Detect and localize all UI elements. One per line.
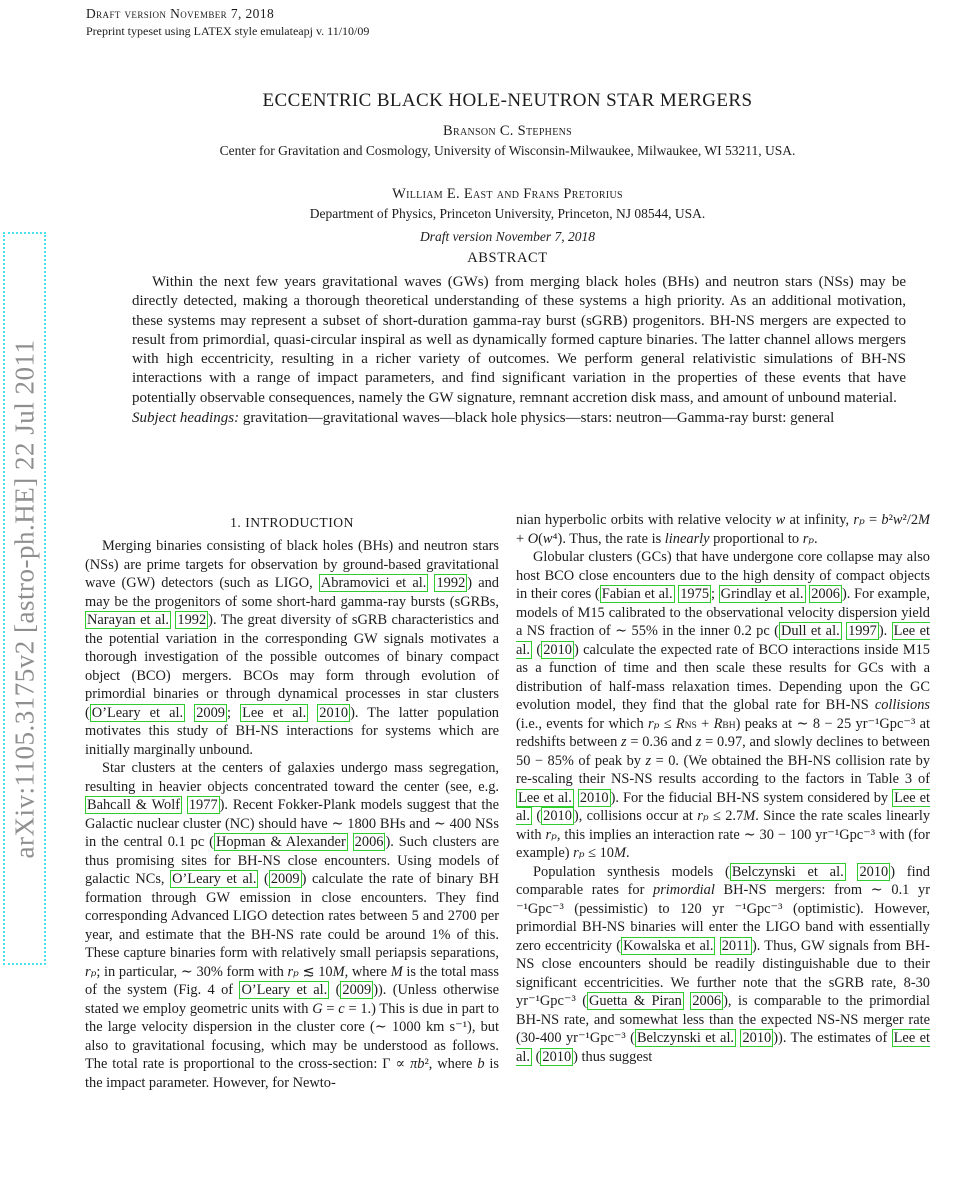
text-segment: NS	[684, 720, 697, 731]
citation-link[interactable]: 2010	[319, 704, 349, 721]
citation-link[interactable]: 2010	[579, 789, 609, 806]
text-segment: w	[892, 512, 903, 528]
text-segment: +	[516, 530, 528, 547]
subject-headings-text: gravitation—gravitational waves—black hole physics—stars: neutron—Gamma-ray burst: general	[239, 409, 835, 426]
citation-link[interactable]: Belczynski et al.	[731, 863, 844, 880]
text-segment: = 0.97, and slowly declines to between 50 − 85% of peak by	[516, 734, 930, 769]
text-segment: ≲ 10	[298, 963, 333, 980]
text-segment: ). For example, models of M15 calibrated to the observational velocity dispersion yield a NS fraction of ∼ 55% in the inner 0.2 pc (	[516, 586, 930, 639]
text-segment: ;	[711, 586, 719, 602]
text-segment: at infinity,	[785, 512, 854, 528]
author-1: Branson C. Stephens	[443, 123, 572, 139]
citation-link[interactable]: Belczynski et al.	[636, 1030, 735, 1046]
text-segment: )). (Unless otherwise stated we employ geometric units with	[85, 982, 499, 1017]
abstract-body: Within the next few years gravitational waves (GWs) from merging black holes (BHs) and neutron stars (NSs) may be directly detected, making a thorough theoretical understanding of these systems a high priority. As an additional motivation, these systems may represent a subset of short-duration gamma-ray burst (sGRB) progenitors. BH-NS mergers are expected to result from primordial, quasi-circular inspiral as well as dynamically formed capture binaries. The latter channel allows mergers with high eccentricity, resulting in a richer variety of outcomes. We perform general relativistic simulations of BH-NS interactions with a range of impact parameters, and find significant variation in the properties of these events that have potentially observable consequences, namely the GW signature, remnant accretion disk mass, and amount of unbound material.	[132, 274, 906, 406]
citation-link[interactable]: 2006	[354, 834, 384, 851]
citation-link[interactable]: 1975	[680, 586, 710, 602]
text-segment: rₚ	[697, 808, 709, 824]
subject-headings-label: Subject headings:	[132, 409, 240, 426]
citation-link[interactable]: Guetta & Piran	[589, 993, 682, 1009]
text-segment: ²	[888, 512, 893, 528]
text-segment: ≤ 10	[584, 845, 614, 861]
text-segment: M	[613, 845, 626, 861]
citation-link[interactable]: Narayan et al.	[87, 612, 169, 629]
citation-link[interactable]: Abramovici et al.	[320, 575, 427, 592]
citation-link[interactable]: Dull et al.	[780, 623, 840, 639]
section-heading-introduction: 1. INTRODUCTION	[230, 515, 354, 530]
citation-link[interactable]: Bahcall & Wolf	[87, 797, 180, 814]
citation-link[interactable]: 2010	[859, 863, 889, 880]
arxiv-stamp-text[interactable]: arXiv:1105.3175v2 [astro-ph.HE] 22 Jul 2011	[9, 339, 39, 858]
abstract-section	[85, 250, 930, 428]
citation-link[interactable]: 2009	[270, 871, 300, 888]
citation-link[interactable]: 2010	[542, 1048, 572, 1065]
text-segment: ) calculate the expected rate of BCO interactions inside M15 as a function of time and then scale these results for GCs with a distribution of half-mass relaxation times. Depending upon the GC evolution model, they find that the global rate for BH-NS	[516, 641, 930, 713]
text-segment	[185, 705, 194, 721]
text-segment: M	[743, 808, 756, 824]
text-segment: G	[312, 1000, 323, 1017]
text-segment: proportional to	[709, 530, 803, 547]
citation-link[interactable]: 1992	[436, 575, 466, 592]
citation-link[interactable]: 2010	[543, 808, 572, 824]
text-segment: is the total mass of the system (Fig. 4 of	[85, 963, 499, 999]
column-right	[516, 511, 930, 1199]
citation-link[interactable]: 1977	[188, 797, 218, 814]
citation-link[interactable]: 2011	[721, 937, 750, 954]
text-segment: O	[527, 530, 539, 547]
paragraph	[516, 511, 930, 548]
text-segment: ). The latter population motivates this study of BH-NS interactions for systems which are initially marginally unbound.	[85, 704, 499, 758]
text-segment: ) find comparable rates for	[516, 863, 930, 898]
text-segment: z	[695, 734, 702, 750]
affiliation-1: Center for Gravitation and Cosmology, University of Wisconsin-Milwaukee, Milwaukee, WI 53211, USA.	[219, 143, 796, 158]
text-segment: ;	[226, 704, 241, 721]
two-column-body	[85, 511, 930, 1199]
text-segment: ). Thus, GW signals from BH-NS close encounters should be readily distinguishable due to their significant eccentricities. We further note that the sGRB rate, 8-30 yr⁻¹Gpc⁻³ (	[516, 937, 930, 1009]
citation-link[interactable]: Lee et al.	[242, 704, 307, 721]
arxiv-stamp	[3, 232, 46, 965]
text-segment: ⁴). Thus, the rate is	[552, 530, 665, 547]
text-segment: M	[918, 512, 930, 528]
text-segment: R	[713, 715, 723, 732]
citation-link[interactable]: Lee et al.	[516, 1030, 930, 1065]
text-segment	[308, 705, 317, 721]
column-left	[85, 511, 499, 1199]
citation-link[interactable]: Lee et al.	[516, 789, 930, 824]
text-segment: .	[625, 845, 630, 861]
text-segment: w	[542, 530, 553, 547]
text-segment: ), is comparable to the primordial BH-NS rate, and somewhat less than the expected NS-NS merger rate (30-400 yr⁻¹Gpc⁻³ (	[516, 993, 930, 1046]
text-segment: M	[390, 963, 403, 980]
citation-link[interactable]: Kowalska et al.	[623, 937, 714, 954]
preprint-typeset-line: Preprint typeset using LATEX style emulateapj v. 11/10/09	[86, 23, 370, 38]
paragraph	[85, 537, 499, 759]
paragraph	[516, 548, 930, 863]
text-segment: linearly	[664, 530, 710, 547]
text-segment	[846, 864, 858, 880]
text-segment: = 1.) This is due in part to the large velocity dispersion in the cluster core (∼ 1000 km s⁻¹), but also to gravitational focusing, which may be understood as follows. The total rate is proportional to the cross-section: Γ ∝	[85, 1000, 499, 1073]
text-segment: .	[814, 530, 818, 547]
text-segment: ≤ 2.7	[708, 808, 744, 824]
text-segment: c	[338, 1000, 345, 1017]
paragraph	[516, 863, 930, 1067]
text-segment: b	[881, 512, 889, 528]
text-segment: z	[645, 752, 652, 769]
text-segment: ²/2	[902, 512, 919, 528]
citation-link[interactable]: 2010	[543, 641, 572, 658]
draft-version-line: Draft version November 7, 2018	[86, 6, 275, 21]
text-segment: πb	[410, 1056, 425, 1073]
text-segment: (	[329, 982, 341, 999]
text-segment: = 0.36 and	[626, 734, 696, 750]
citation-link[interactable]: 2006	[811, 586, 840, 602]
text-segment: nian hyperbolic orbits with relative velocity	[516, 512, 776, 528]
text-segment: Star clusters at the centers of galaxies undergo mass segregation, resulting in heavier objects concentrated toward the center (see, e.g.	[85, 760, 499, 795]
citation-link[interactable]: O’Leary et al.	[241, 982, 328, 999]
text-segment: (	[531, 808, 542, 824]
text-segment: ², where	[424, 1056, 478, 1073]
text-segment: ).	[878, 623, 892, 639]
text-segment: collisions	[874, 697, 930, 713]
text-segment: w	[775, 512, 786, 528]
text-segment: BH	[722, 720, 736, 731]
text-segment: = 0. (We obtained the BH-NS collision rate by re-scaling their NS-NS results according to the factors in Table 3 of	[516, 752, 930, 787]
text-segment: , where	[344, 963, 391, 980]
text-segment: (	[258, 871, 269, 888]
text-segment: rₚ	[573, 845, 585, 861]
text-segment: ) peaks at ∼ 8 − 25 yr⁻¹Gpc⁻³ at redshifts between	[516, 715, 930, 750]
citation-link[interactable]: 1997	[848, 623, 877, 639]
text-segment: ) calculate the rate of binary BH formation through GW emission in close encounters. They find corresponding Advanced LIGO detection rates between 5 and 2700 per year, and estimate that the BH-NS rate could be around 1% of this. These capture binaries form with relatively small periapsis separations,	[85, 871, 499, 962]
abstract-heading: ABSTRACT	[467, 250, 548, 266]
citation-link[interactable]: Fabian et al.	[601, 586, 673, 602]
text-segment: BH-NS mergers: from ∼ 0.1 yr ⁻¹Gpc⁻³ (pessimistic) to 120 yr ⁻¹Gpc⁻³ (optimistic). However, primordial BH-NS binaries will enter the LIGO band with essentially zero eccentricity (	[516, 882, 930, 954]
text-segment: +	[696, 715, 714, 732]
text-segment: is the impact parameter. However, for Newto-	[85, 1056, 499, 1091]
citation-link[interactable]: Lee et al.	[518, 789, 572, 806]
affiliation-2: Department of Physics, Princeton University, Princeton, NJ 08544, USA.	[309, 206, 706, 221]
citation-link[interactable]: 2009	[196, 704, 225, 721]
text-segment: rₚ ≤ R	[647, 715, 685, 732]
title-block	[85, 90, 930, 245]
text-segment: (	[538, 530, 543, 547]
citation-link[interactable]: 2009	[342, 982, 372, 999]
text-segment: rₚ	[853, 512, 865, 528]
citation-link[interactable]: Lee et al.	[516, 623, 930, 658]
subject-headings	[132, 409, 906, 428]
text-segment: z	[621, 734, 627, 750]
text-segment: rₚ	[85, 963, 97, 980]
text-segment: =	[864, 512, 882, 528]
text-segment: , this implies an interaction rate ∼ 30 − 100 yr⁻¹Gpc⁻³ with (for example)	[516, 826, 930, 861]
text-segment: b	[477, 1056, 485, 1073]
text-segment	[348, 834, 353, 850]
draft-version-note: Draft version November 7, 2018	[419, 229, 596, 244]
text-segment: Globular clusters (GCs) that have undergone core collapse may also host BCO close encounters due to the high density of compact objects in their cores (	[516, 549, 930, 602]
citation-link[interactable]: Grindlay et al.	[720, 586, 804, 602]
text-segment: Population synthesis models (	[533, 863, 730, 880]
citation-link[interactable]: Hopman & Alexander	[215, 834, 346, 851]
text-segment: =	[322, 1000, 339, 1017]
preprint-header	[86, 6, 369, 39]
text-segment: (i.e., events for which	[516, 715, 648, 732]
text-segment: M	[332, 963, 345, 980]
text-segment: ), collisions occur at	[573, 808, 698, 824]
text-segment: (	[531, 1048, 541, 1065]
text-segment: (	[531, 641, 542, 658]
text-segment: rₚ	[545, 826, 557, 843]
paragraph	[85, 759, 499, 1092]
text-segment: ). For the fiducial BH-NS system considered by	[610, 789, 893, 806]
text-segment: . Since the rate scales linearly with	[516, 808, 930, 843]
citation-link[interactable]: O’Leary et al.	[172, 871, 257, 888]
paper-title: ECCENTRIC BLACK HOLE-NEUTRON STAR MERGERS	[262, 90, 753, 111]
citation-link[interactable]: 2010	[742, 1030, 772, 1046]
text-segment: ) thus suggest	[573, 1048, 653, 1065]
citation-link[interactable]: 1992	[177, 612, 207, 629]
text-segment: ) and may be the progenitors of some short-hard gamma-ray bursts (sGRBs,	[85, 575, 499, 610]
citation-link[interactable]: 2006	[692, 993, 722, 1009]
text-segment: Merging binaries consisting of black holes (BHs) and neutron stars (NSs) are prime targets for observation by ground-based gravitational wave (GW) detectors (such as LIGO,	[85, 538, 499, 592]
text-segment: primordial	[653, 882, 715, 898]
citation-link[interactable]: O’Leary et al.	[91, 704, 184, 721]
text-segment: ). Such clusters are thus promising sites for BH-NS close encounters. Using models of galactic NCs,	[85, 834, 499, 888]
text-segment: ). Recent Fokker-Plank models suggest that the Galactic nuclear cluster (NC) should have ∼ 1800 BHs and ∼ 400 NSs in the central 0.1 pc (	[85, 797, 500, 851]
text-segment: ; in particular, ∼ 30% form with	[96, 963, 288, 980]
text-segment: ). The great diversity of sGRB characteristics and the potential variation in the corresponding GW signals motivates a thorough investigation of the possible outcomes of binary compact object (BCO) mergers. BCOs may form through evolution of primordial binaries or through dynamical processes in star clusters (	[85, 612, 499, 721]
author-2: William E. East and Frans Pretorius	[392, 186, 623, 202]
text-segment: rₚ	[287, 963, 299, 980]
text-segment: )). The estimates of	[773, 1030, 892, 1046]
text-segment: rₚ	[802, 530, 815, 547]
